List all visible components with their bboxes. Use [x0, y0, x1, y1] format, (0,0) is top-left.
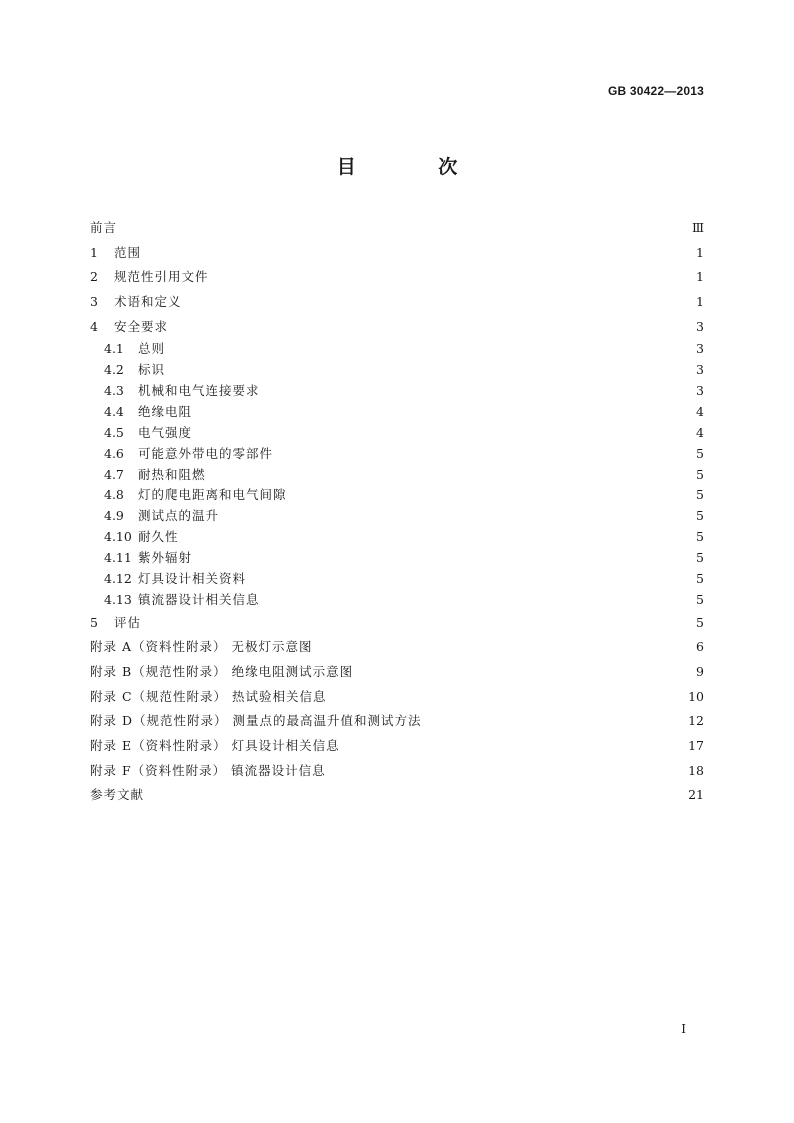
toc-entry-page: 5 [696, 529, 704, 545]
toc-entry-label: 参考文献 [90, 787, 145, 803]
toc-entry-label: 前言 [90, 220, 118, 235]
toc-entry-page: 12 [688, 713, 704, 729]
toc-dot-leader [270, 594, 692, 606]
toc-entry-number: 4.6 [104, 445, 124, 461]
toc-dot-leader [151, 617, 692, 629]
toc-entry-number: 4.9 [104, 508, 124, 524]
toc-entry-number: 4.4 [104, 403, 124, 419]
toc-dot-leader [178, 321, 692, 333]
toc-entry-number: 4.7 [104, 466, 124, 482]
toc-entry-page: 5 [696, 466, 704, 482]
toc-entry[interactable] [90, 485, 704, 506]
toc-entry[interactable] [90, 381, 704, 402]
toc-entry[interactable] [90, 611, 704, 636]
toc-entry-page: 18 [688, 762, 704, 778]
toc-dot-leader [431, 716, 684, 728]
toc-entry[interactable] [90, 709, 704, 734]
toc-dot-leader [202, 406, 692, 418]
toc-entry-number: 4.10 [104, 529, 132, 545]
toc-entry-label: 灯的爬电距离和电气间隙 [138, 487, 287, 503]
toc-entry-label: 标识 [138, 362, 166, 378]
toc-dot-leader [363, 666, 692, 678]
toc-entry-number: 4.11 [104, 550, 132, 566]
toc-dot-leader [154, 790, 684, 802]
toc-entry-number: 4.5 [104, 424, 124, 440]
toc-entry-page: 10 [688, 688, 704, 704]
toc-entry[interactable] [90, 759, 704, 784]
toc-entry[interactable] [90, 216, 704, 241]
toc-entry-page: 4 [696, 403, 704, 419]
page-title: 目 次 [336, 156, 496, 178]
toc-dot-leader [256, 573, 692, 585]
toc-entry-label: 规范性引用文件 [114, 269, 209, 285]
toc-entry-number: 4.13 [104, 591, 132, 607]
toc-entry-number: 4.2 [104, 362, 124, 378]
toc-entry[interactable] [90, 465, 704, 486]
toc-entry[interactable] [90, 590, 704, 611]
toc-entry-label: 可能意外带电的零部件 [138, 445, 274, 461]
toc-dot-leader [175, 344, 692, 356]
toc-entry-page: 5 [696, 445, 704, 461]
toc-entry-label: 术语和定义 [114, 293, 182, 309]
toc-entry-page: 3 [696, 318, 704, 334]
toc-entry-page: 1 [696, 244, 704, 260]
toc-entry-page: 5 [696, 571, 704, 586]
toc-entry-label: 附录 E（资料性附录） 灯具设计相关信息 [90, 737, 340, 753]
toc-entry[interactable] [90, 423, 704, 444]
toc-entry-number: 4.8 [104, 487, 124, 503]
toc-entry[interactable] [90, 265, 704, 290]
toc-entry-page: 3 [696, 382, 704, 398]
toc-entry-label: 附录 F（资料性附录） 镇流器设计信息 [90, 762, 326, 778]
toc-entry-number: 4.1 [104, 341, 124, 357]
toc-entry-label: 机械和电气连接要求 [138, 382, 260, 398]
toc-dot-leader [337, 691, 685, 703]
toc-entry-page: 4 [696, 424, 704, 440]
toc-dot-leader [350, 740, 685, 752]
toc-dot-leader [202, 553, 692, 565]
toc-entry-label: 评估 [114, 614, 142, 630]
toc-entry-page: 9 [696, 664, 704, 680]
toc-dot-leader [192, 296, 692, 308]
toc-entry[interactable] [90, 783, 704, 808]
toc-entry-label: 安全要求 [114, 318, 169, 334]
toc-dot-leader [297, 490, 692, 502]
toc-entry-page: 1 [696, 269, 704, 285]
toc-entry[interactable] [90, 290, 704, 315]
toc-entry-page: Ⅲ [691, 220, 704, 235]
toc-entry-label: 电气强度 [138, 424, 193, 440]
toc-entry-label: 附录 B（规范性附录） 绝缘电阻测试示意图 [90, 664, 354, 680]
toc-entry-label: 镇流器设计相关信息 [138, 591, 260, 607]
toc-entry-number: 2 [90, 269, 98, 285]
toc-entry-label: 总则 [138, 341, 166, 357]
toc-entry-label: 范围 [114, 244, 142, 260]
toc-entry-label: 耐热和阻燃 [138, 466, 206, 482]
toc-entry-number: 3 [90, 293, 98, 309]
toc-dot-leader [202, 427, 692, 439]
toc-entry-number: 4 [90, 318, 98, 334]
toc-dot-leader [216, 469, 692, 481]
toc-entry-label: 耐久性 [138, 529, 179, 545]
toc-entry-number: 4.3 [104, 382, 124, 398]
toc-entry-number: 4.12 [104, 571, 132, 586]
toc-entry-label: 绝缘电阻 [138, 403, 193, 419]
toc-entry-page: 21 [688, 787, 704, 803]
toc-entry-label: 紫外辐射 [138, 550, 193, 566]
toc-entry-page: 5 [696, 508, 704, 524]
toc-entry-label: 附录 A（资料性附录） 无极灯示意图 [90, 639, 313, 655]
table-of-contents [90, 216, 704, 808]
toc-entry-page: 5 [696, 591, 704, 607]
toc-entry-page: 5 [696, 614, 704, 630]
toc-dot-leader [189, 532, 692, 544]
toc-entry-page: 3 [696, 362, 704, 378]
toc-entry[interactable] [90, 360, 704, 381]
toc-entry[interactable] [90, 339, 704, 360]
toc-entry-number: 5 [90, 614, 98, 630]
toc-entry-page: 5 [696, 550, 704, 566]
toc-entry[interactable] [90, 660, 704, 685]
toc-entry[interactable] [90, 527, 704, 548]
page-number: I [681, 1022, 686, 1036]
toc-entry[interactable] [90, 315, 704, 340]
toc-entry-label: 测试点的温升 [138, 508, 220, 524]
toc-entry[interactable] [90, 506, 704, 527]
toc-entry[interactable] [90, 402, 704, 423]
toc-entry-page: 17 [688, 737, 704, 753]
toc-entry[interactable] [90, 635, 704, 660]
toc-dot-leader [127, 222, 688, 234]
toc-entry-page: 1 [696, 293, 704, 309]
toc-dot-leader [175, 365, 692, 377]
toc-entry[interactable] [90, 241, 704, 266]
toc-entry[interactable] [90, 444, 704, 465]
toc-entry-label: 附录 D（规范性附录） 测量点的最高温升值和测试方法 [90, 713, 422, 729]
toc-dot-leader [229, 511, 692, 523]
toc-dot-leader [219, 272, 692, 284]
toc-entry-page: 3 [696, 341, 704, 357]
toc-dot-leader [270, 385, 692, 397]
toc-entry[interactable] [90, 548, 704, 569]
toc-dot-leader [283, 448, 692, 460]
toc-entry-number: 1 [90, 244, 98, 260]
toc-entry-label: 灯具设计相关资料 [138, 571, 247, 586]
toc-entry-label: 附录 C（规范性附录） 热试验相关信息 [90, 688, 327, 704]
standard-code: GB 30422—2013 [608, 84, 704, 98]
toc-entry[interactable] [90, 569, 704, 590]
toc-entry[interactable] [90, 685, 704, 710]
toc-entry-page: 5 [696, 487, 704, 503]
toc-dot-leader [322, 642, 692, 654]
toc-dot-leader [151, 247, 692, 259]
toc-entry-page: 6 [696, 639, 704, 655]
toc-entry[interactable] [90, 734, 704, 759]
toc-dot-leader [336, 765, 684, 777]
